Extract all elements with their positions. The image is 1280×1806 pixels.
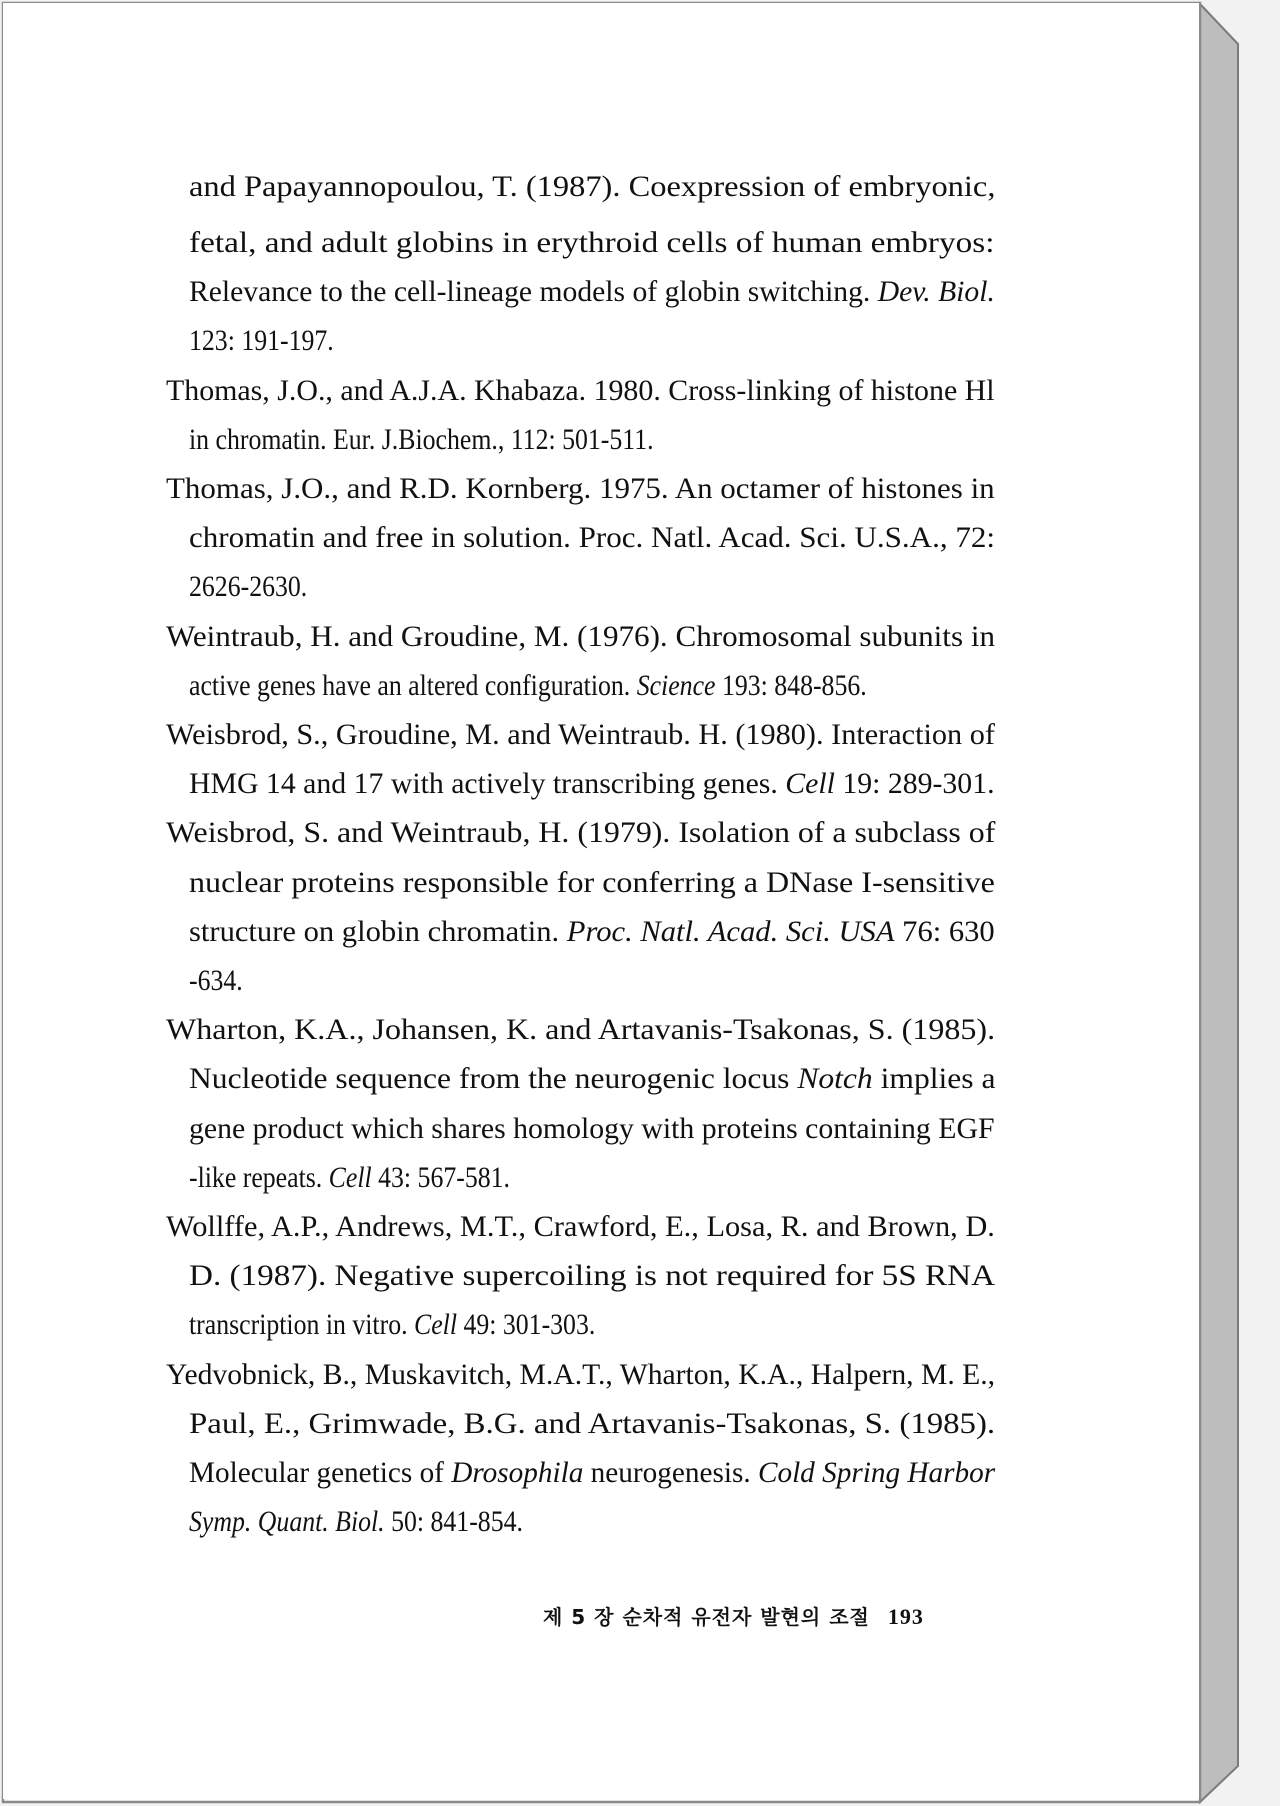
italic-text: Dev. Biol. (877, 275, 995, 309)
reference-line (189, 1407, 995, 1441)
reference-line (166, 816, 995, 850)
text-segment: structure on globin chromatin. (189, 914, 567, 948)
text-segment: 19: 289-301. (834, 767, 995, 801)
text-segment: Wollffe, A.P., Andrews, M.T., Crawford, E., Losa, R. and Brown, D. (166, 1210, 995, 1243)
text-segment: HMG 14 and 17 with actively transcribing genes. (189, 767, 786, 801)
chapter-title: 제 5 장 순차적 유전자 발현의 조절 (543, 1605, 870, 1629)
text-segment: 123: 191-197. (189, 324, 334, 358)
text-segment: chromatin and free in solution. Proc. Natl. Acad. Sci. U.S.A., 72: (189, 521, 996, 555)
reference-line (189, 1062, 995, 1096)
reference-line (189, 570, 307, 604)
italic-text: Cell (785, 767, 835, 801)
text-segment: 76: 630 (894, 914, 995, 948)
reference-line (166, 1013, 995, 1047)
page-number: 193 (887, 1604, 924, 1629)
text-segment: 193: 848-856. (715, 668, 867, 702)
reference-line (189, 1505, 523, 1539)
reference-line (189, 767, 995, 801)
text-segment: Weintraub, H. and Groudine, M. (1976). Chromosomal subunits in (166, 619, 995, 653)
reference-line (166, 620, 995, 654)
italic-text: Cold Spring Harbor (757, 1456, 996, 1489)
text-segment: Relevance to the cell-lineage models of globin switching. (189, 275, 878, 309)
italic-text: Cell (328, 1160, 372, 1194)
text-segment: Yedvobnick, B., Muskavitch, M.A.T., Wharton, K.A., Halpern, M. E., (166, 1357, 996, 1391)
italic-text: Drosophila (451, 1456, 584, 1489)
reference-line (166, 718, 995, 752)
italic-text: Proc. Natl. Acad. Sci. USA (566, 914, 895, 948)
reference-line (189, 423, 654, 457)
page-footer (543, 1601, 924, 1630)
text-segment: Paul, E., Grimwade, B.G. and Artavanis-Tsakonas, S. (1985). (189, 1406, 996, 1440)
text-segment: Thomas, J.O., and A.J.A. Khabaza. 1980. Cross-linking of histone Hl (166, 373, 995, 407)
text-segment: Weisbrod, S., Groudine, M. and Weintraub. H. (1980). Interaction of (166, 718, 995, 751)
reference-line (189, 669, 867, 703)
reference-line (189, 1308, 595, 1342)
text-segment: nuclear proteins responsible for conferring a DNase I-sensitive (189, 865, 995, 899)
text-segment: D. (1987). Negative supercoiling is not required for 5S RNA (189, 1259, 996, 1293)
reference-line (189, 275, 995, 309)
text-segment: gene product which shares homology with proteins containing EGF (189, 1111, 995, 1145)
reference-line (189, 521, 995, 555)
text-segment: Thomas, J.O., and R.D. Kornberg. 1975. An octamer of histones in (166, 472, 995, 505)
text-segment: Weisbrod, S. and Weintraub, H. (1979). Isolation of a subclass of (166, 816, 996, 850)
reference-line (189, 170, 995, 204)
reference-line (189, 1161, 510, 1195)
reference-line (189, 1456, 995, 1490)
italic-text: Science (636, 668, 716, 702)
text-segment: in chromatin. Eur. J.Biochem., 112: 501-511. (189, 422, 654, 456)
reference-line (166, 472, 995, 506)
reference-line (166, 1358, 995, 1392)
text-segment: and Papayannopoulou, T. (1987). Coexpression of embryonic, (189, 170, 996, 203)
text-segment: -634. (189, 964, 243, 997)
text-segment: Molecular genetics of (189, 1456, 452, 1489)
page-edge-shadow (1200, 4, 1238, 1802)
reference-line (189, 324, 334, 358)
text-segment: -like repeats. (189, 1160, 329, 1194)
text-segment: 49: 301-303. (456, 1308, 596, 1342)
text-segment: active genes have an altered configuration. (189, 668, 637, 702)
text-segment: 2626-2630. (189, 570, 308, 604)
text-segment: 50: 841-854. (384, 1505, 523, 1539)
italic-text: Symp. Quant. Biol. (189, 1505, 385, 1539)
reference-line (189, 226, 994, 260)
text-segment: 43: 567-581. (371, 1160, 510, 1194)
reference-line (189, 866, 995, 900)
reference-line (189, 915, 995, 949)
text-segment: implies a (872, 1062, 996, 1096)
reference-line (189, 964, 243, 998)
text-segment: neurogenesis. (583, 1456, 758, 1489)
italic-text: Cell (413, 1308, 457, 1342)
text-segment: Wharton, K.A., Johansen, K. and Artavanis-Tsakonas, S. (1985). (166, 1013, 996, 1047)
italic-text: Notch (797, 1062, 873, 1096)
reference-line (189, 1112, 995, 1146)
reference-line (166, 374, 995, 408)
text-segment: fetal, and adult globins in erythroid cells of human embryos: (189, 226, 995, 259)
text-segment: Nucleotide sequence from the neurogenic locus (189, 1062, 798, 1096)
document-page (3, 3, 1199, 1799)
reference-line (166, 1210, 995, 1244)
reference-line (189, 1259, 995, 1293)
text-segment: transcription in vitro. (189, 1308, 414, 1342)
